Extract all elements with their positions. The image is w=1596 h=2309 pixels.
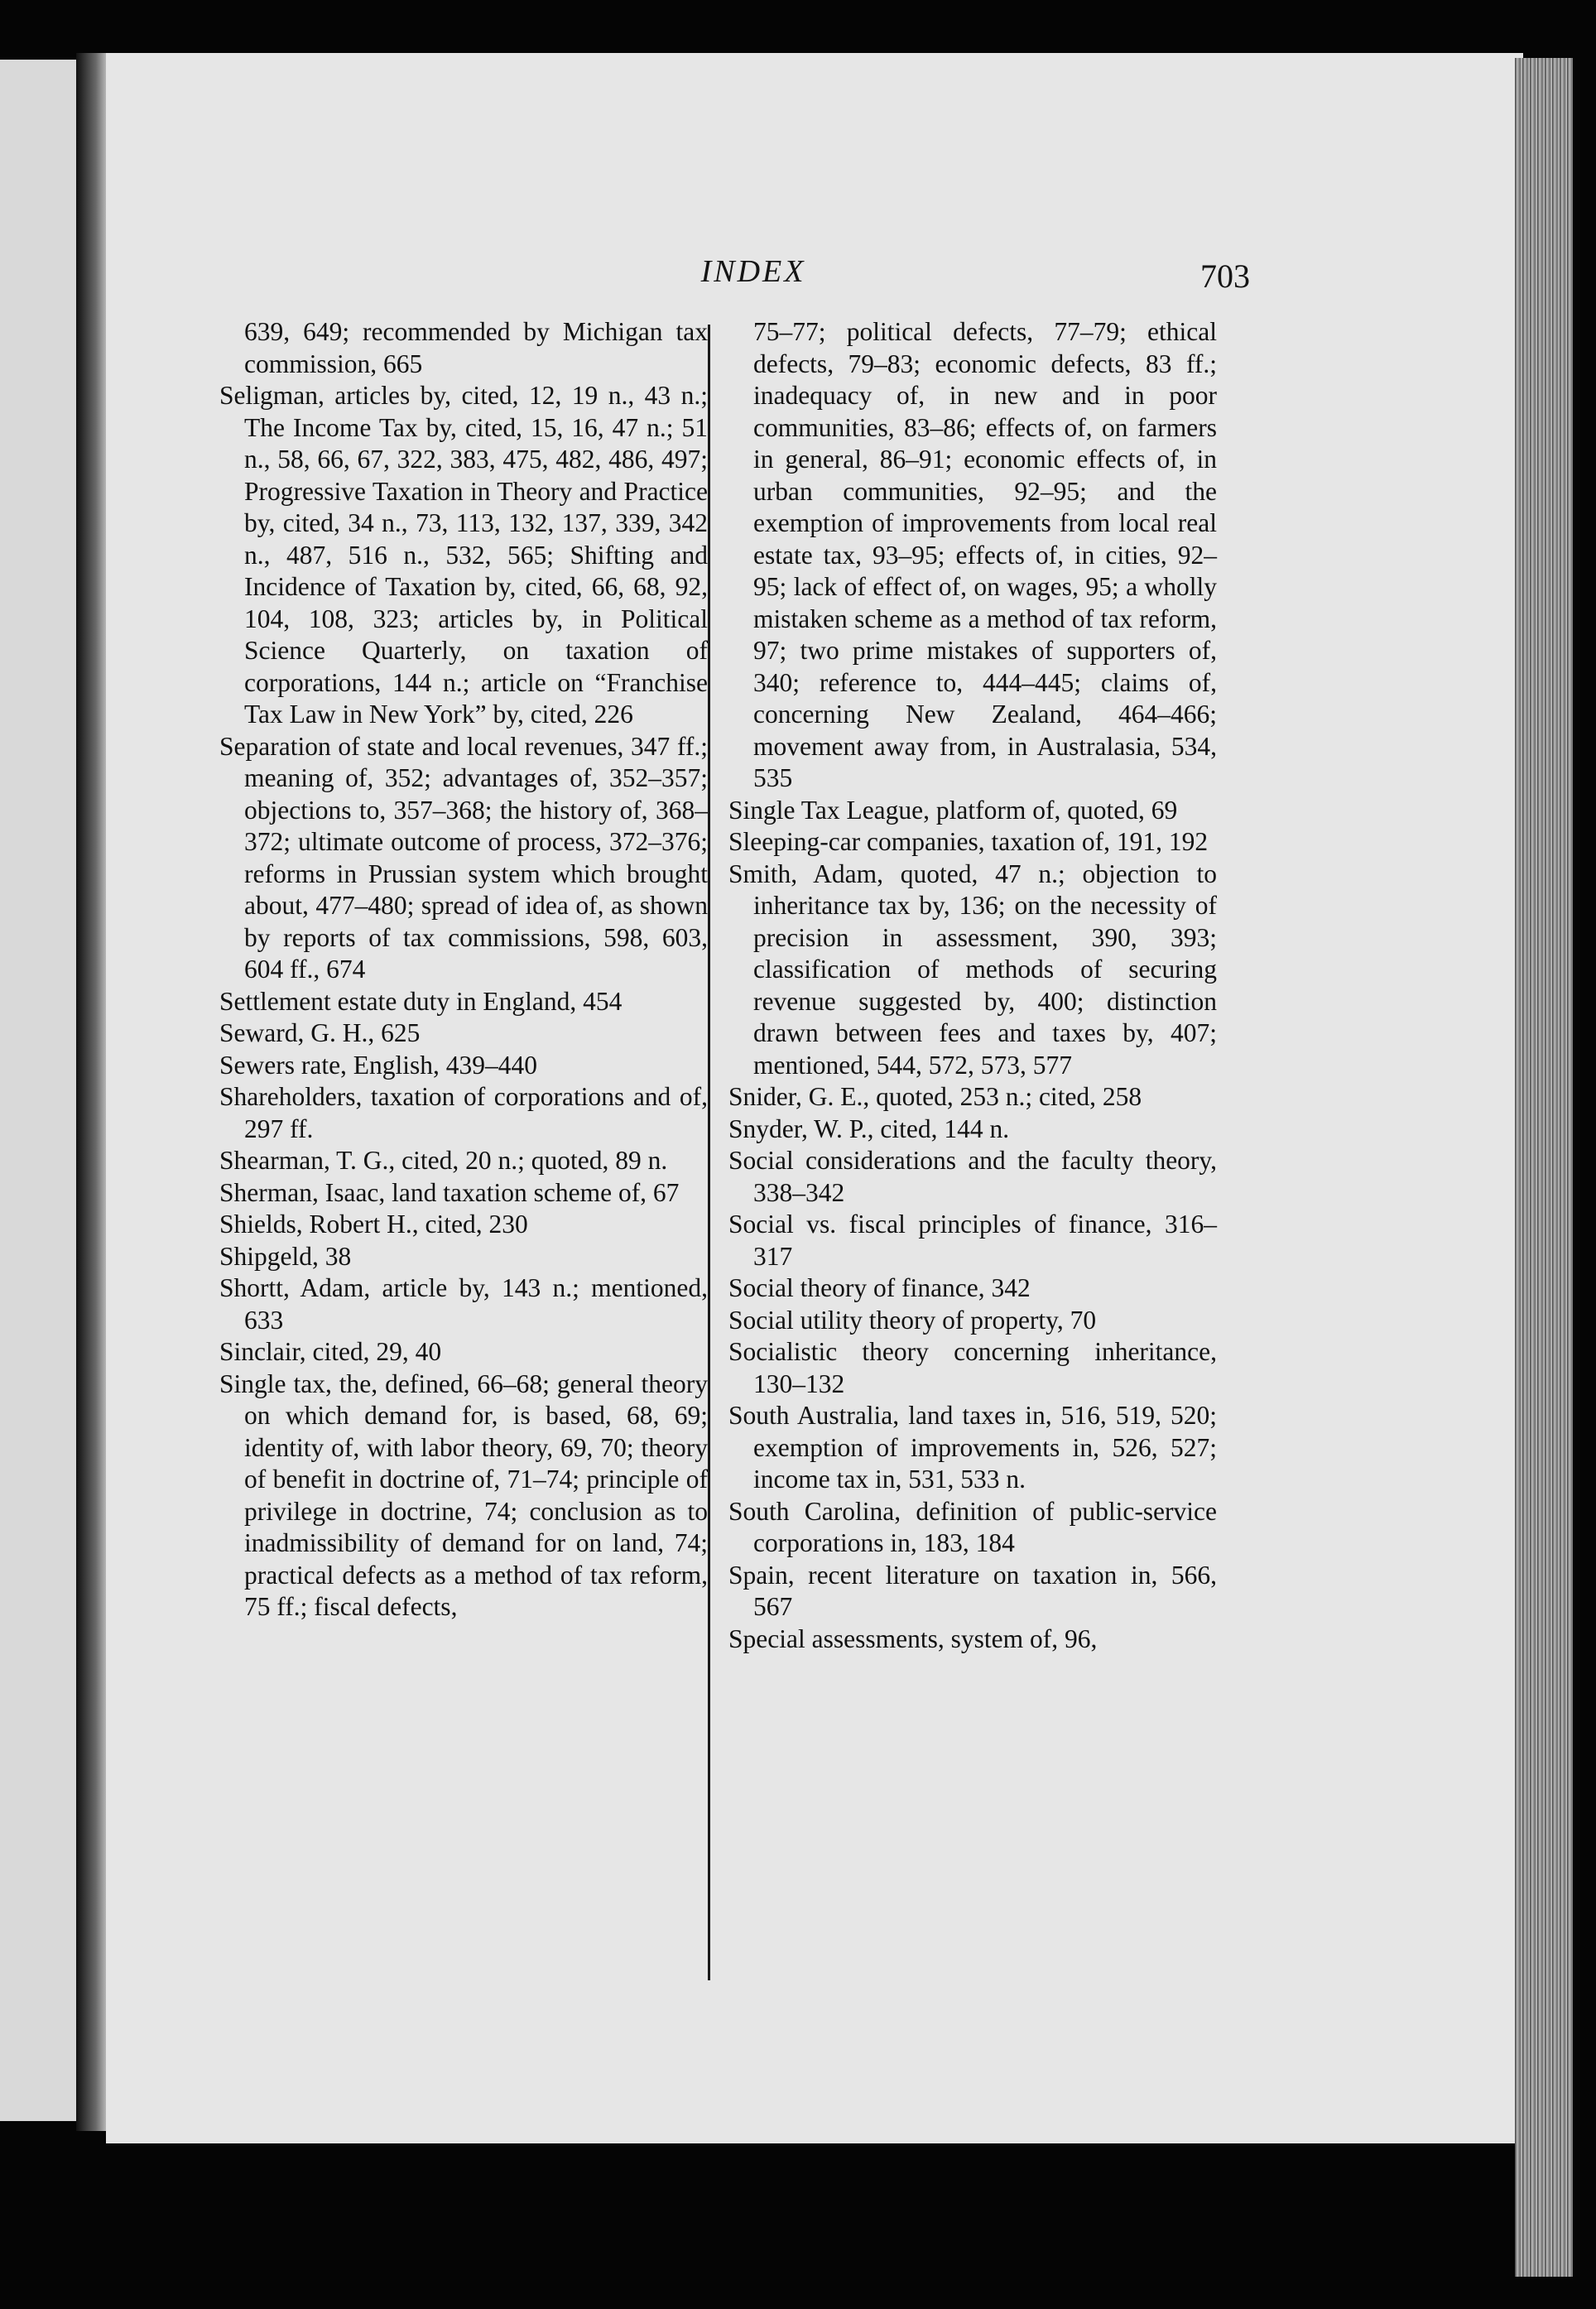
index-entry: Sleeping-car companies, taxation of, 191, 192 <box>728 827 1209 856</box>
index-entry: Seward, G. H., 625 <box>219 1018 421 1047</box>
index-entry: South Carolina, definition of public-service corporations in, 183, 184 <box>728 1496 1217 1557</box>
index-entry: Sewers rate, English, 439–440 <box>219 1050 538 1080</box>
index-entry: Shields, Robert H., cited, 230 <box>219 1210 528 1239</box>
index-entry: Shipgeld, 38 <box>219 1241 352 1271</box>
index-entry: Single tax, the, defined, 66–68; general theory on which demand for, is based, 68, 69; identity of, with labor theory, 69, 70; theory of benefit in doctrine of, 71–74; principle of privilege in doctrine, 74; conclusion as to inadmissibility of demand for on land, 74; practical defects as a method of tax reform, 75 ff.; fiscal defects, <box>219 1369 708 1621</box>
index-entry: Snider, G. E., quoted, 253 n.; cited, 258 <box>728 1082 1142 1111</box>
index-entry: Smith, Adam, quoted, 47 n.; objection to inheritance tax by, 136; on the necessity of precision in assessment, 390, 393; classification of methods of securing revenue suggested by, 400; distinction drawn between fees and taxes by, 407; mentioned, 544, 572, 573, 577 <box>728 859 1217 1080</box>
index-entry: Socialistic theory concerning inheritance, 130–132 <box>728 1337 1217 1398</box>
running-head: INDEX <box>700 254 806 289</box>
index-entry: Single Tax League, platform of, quoted, 69 <box>728 795 1178 825</box>
index-column-right <box>728 316 1217 1655</box>
index-entry: Social considerations and the faculty theory, 338–342 <box>728 1146 1217 1207</box>
index-entry: Social utility theory of property, 70 <box>728 1305 1097 1335</box>
index-entry: Social theory of finance, 342 <box>728 1273 1031 1302</box>
index-entry: Spain, recent literature on taxation in, 566, 567 <box>728 1560 1217 1621</box>
page-number: 703 <box>1200 257 1250 295</box>
gutter-shadow <box>76 53 109 2131</box>
facing-page-edge <box>0 60 76 2121</box>
index-entry: 75–77; political defects, 77–79; ethical defects, 79–83; economic defects, 83 ff.; inadequacy of, in new and in poor communities, 83–86; effects of, on farmers in general, 86–91; economic effects of, in urban communities, 92–95; and the exemption of improvements from local real estate tax, 93–95; effects of, in cities, 92–95; lack of effect of, on wages, 95; a wholly mistaken scheme as a method of tax reform, 97; two prime mistakes of supporters of, 340; reference to, 444–445; claims of, concerning New Zealand, 464–466; movement away from, in Australasia, 534, 535 <box>753 317 1217 792</box>
index-entry: Social vs. fiscal principles of finance, 316–317 <box>728 1210 1217 1271</box>
index-entry: Snyder, W. P., cited, 144 n. <box>728 1114 1010 1143</box>
index-entry: Shareholders, taxation of corporations and of, 297 ff. <box>219 1082 708 1143</box>
index-entry: Sherman, Isaac, land taxation scheme of, 67 <box>219 1177 680 1207</box>
column-divider <box>708 325 710 1980</box>
index-entry: Sinclair, cited, 29, 40 <box>219 1337 442 1366</box>
page-stack-edge <box>1515 58 1573 2277</box>
index-entry: Separation of state and local revenues, 347 ff.; meaning of, 352; advantages of, 352–357; objections to, 357–368; the history of, 368–372; ultimate outcome of process, 372–376; reforms in Prussian system which brought about, 477–480; spread of idea of, as shown by reports of tax commissions, 598, 603, 604 ff., 674 <box>219 731 708 984</box>
index-entry: South Australia, land taxes in, 516, 519, 520; exemption of improvements in, 526, 527; income tax in, 531, 533 n. <box>728 1401 1217 1494</box>
index-column-left <box>219 316 708 1624</box>
index-entry: Settlement estate duty in England, 454 <box>219 986 623 1016</box>
index-entry: Shortt, Adam, article by, 143 n.; mentioned, 633 <box>219 1273 708 1335</box>
index-entry: Seligman, articles by, cited, 12, 19 n., 43 n.; The Income Tax by, cited, 15, 16, 47 n.; 51 n., 58, 66, 67, 322, 383, 475, 482, 486, 497; Progressive Taxation in Theory and Practice by, cited, 34 n., 73, 113, 132, 137, 339, 342 n., 487, 516 n., 532, 565; Shifting and Incidence of Taxation by, cited, 66, 68, 92, 104, 108, 323; articles by, in Political Science Quarterly, on taxation of corporations, 144 n.; article on “Franchise Tax Law in New York” by, cited, 226 <box>219 381 708 729</box>
index-entry: Shearman, T. G., cited, 20 n.; quoted, 89 n. <box>219 1146 668 1175</box>
index-entry: Special assessments, system of, 96, <box>728 1624 1098 1653</box>
index-entry: 639, 649; recommended by Michigan tax commission, 665 <box>244 317 708 378</box>
